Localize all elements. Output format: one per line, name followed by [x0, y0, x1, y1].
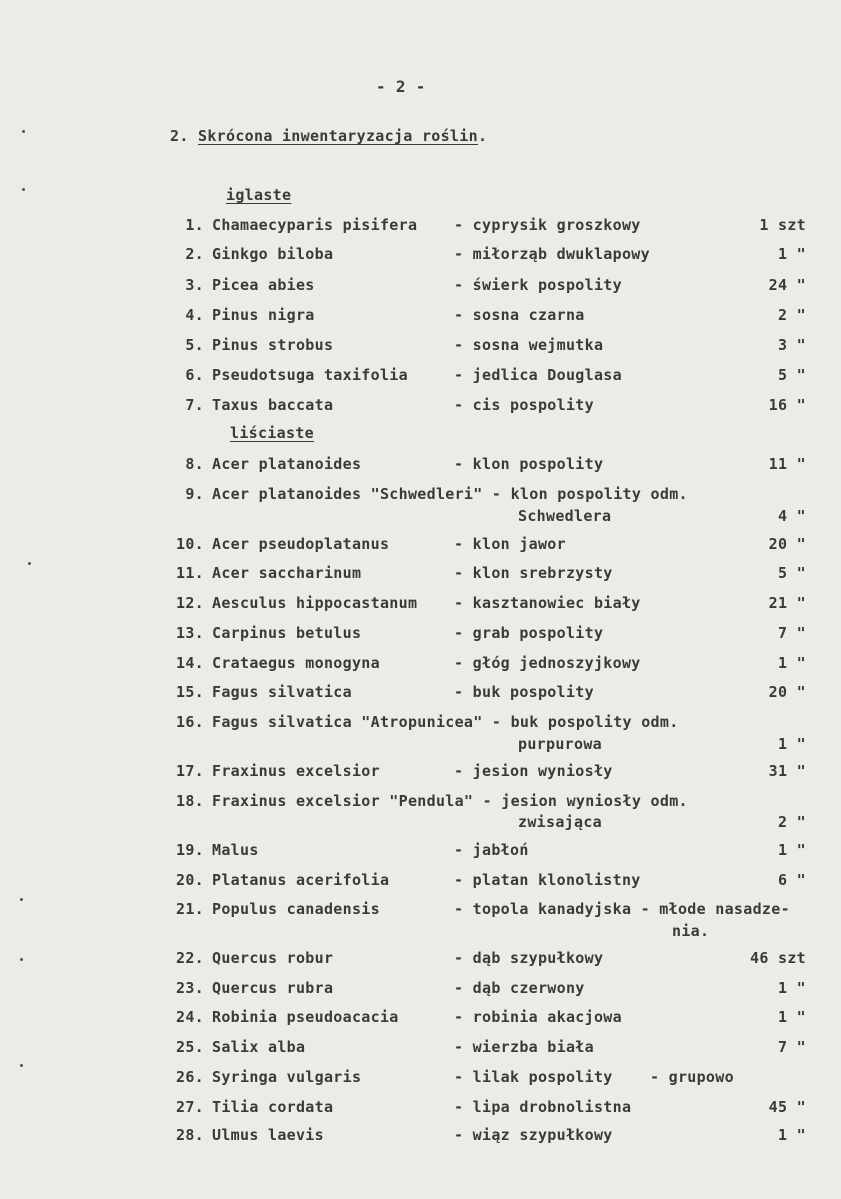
item-number: 11.: [176, 564, 204, 582]
section-title: 2. Skrócona inwentaryzacja roślin.: [170, 127, 488, 145]
quantity: 20 ": [768, 683, 806, 701]
latin-name: Pinus strobus: [212, 336, 334, 354]
quantity: 21 ": [768, 594, 806, 612]
item-number: 27.: [176, 1098, 204, 1116]
polish-name: - kasztanowiec biały: [454, 594, 641, 612]
latin-name: Fraxinus excelsior "Pendula" - jesion wyniosły odm.: [212, 792, 688, 810]
section-title-text: Skrócona inwentaryzacja roślin: [198, 127, 478, 145]
latin-name: Acer saccharinum: [212, 564, 362, 582]
item-number: 25.: [176, 1038, 204, 1056]
quantity: 7 ": [778, 1038, 806, 1056]
polish-name: - głóg jednoszyjkowy: [454, 654, 641, 672]
quantity: 20 ": [768, 535, 806, 553]
polish-name: Schwedlera: [518, 507, 612, 525]
item-number: 6.: [185, 366, 204, 384]
polish-name: - jabłoń: [454, 841, 529, 859]
item-number: 12.: [176, 594, 204, 612]
latin-name: Quercus robur: [212, 949, 334, 967]
item-number: 18.: [176, 792, 204, 810]
polish-name: - klon pospolity: [454, 455, 604, 473]
margin-mark: [28, 562, 31, 565]
latin-name: Salix alba: [212, 1038, 306, 1056]
quantity: 16 ": [768, 396, 806, 414]
polish-name: - robinia akacjowa: [454, 1008, 622, 1026]
polish-name: - wiąz szypułkowy: [454, 1126, 613, 1144]
latin-name: Tilia cordata: [212, 1098, 334, 1116]
group-heading-conifers: iglaste: [226, 186, 292, 204]
margin-mark: [22, 130, 25, 133]
latin-name: Ulmus laevis: [212, 1126, 324, 1144]
quantity: 1 szt: [759, 216, 806, 234]
quantity: 1 ": [778, 979, 806, 997]
latin-name: Acer platanoides "Schwedleri" - klon pospolity odm.: [212, 485, 688, 503]
latin-name: Crataegus monogyna: [212, 654, 380, 672]
polish-name: - platan klonolistny: [454, 871, 641, 889]
margin-mark: [22, 188, 25, 191]
latin-name: Carpinus betulus: [212, 624, 362, 642]
quantity: 46 szt: [750, 949, 806, 967]
polish-name: - lipa drobnolistna: [454, 1098, 632, 1116]
polish-name: - dąb szypułkowy: [454, 949, 604, 967]
latin-name: Populus canadensis: [212, 900, 380, 918]
polish-name: - miłorząb dwuklapowy: [454, 245, 650, 263]
item-number: 28.: [176, 1126, 204, 1144]
latin-name: Chamaecyparis pisifera: [212, 216, 418, 234]
latin-name: Fagus silvatica "Atropunicea" - buk pospolity odm.: [212, 713, 679, 731]
item-number: 24.: [176, 1008, 204, 1026]
polish-name: - wierzba biała: [454, 1038, 594, 1056]
item-number: 20.: [176, 871, 204, 889]
latin-name: Picea abies: [212, 276, 315, 294]
polish-name: - buk pospolity: [454, 683, 594, 701]
item-number: 26.: [176, 1068, 204, 1086]
latin-name: Fagus silvatica: [212, 683, 352, 701]
item-number: 2.: [185, 245, 204, 263]
latin-name: Quercus rubra: [212, 979, 334, 997]
polish-name-continued: nia.: [672, 922, 710, 940]
latin-name: Syringa vulgaris: [212, 1068, 362, 1086]
polish-name: zwisająca: [518, 813, 602, 831]
polish-name: - klon jawor: [454, 535, 566, 553]
item-number: 9.: [185, 485, 204, 503]
item-number: 14.: [176, 654, 204, 672]
latin-name: Pseudotsuga taxifolia: [212, 366, 408, 384]
quantity: 1 ": [778, 245, 806, 263]
polish-name: - klon srebrzysty: [454, 564, 613, 582]
polish-name: - sosna czarna: [454, 306, 585, 324]
quantity: 5 ": [778, 366, 806, 384]
page-number: - 2 -: [376, 77, 426, 96]
quantity: 5 ": [778, 564, 806, 582]
polish-name: - cis pospolity: [454, 396, 594, 414]
polish-name: - grab pospolity: [454, 624, 604, 642]
item-number: 7.: [185, 396, 204, 414]
latin-name: Robinia pseudoacacia: [212, 1008, 399, 1026]
quantity: 1 ": [778, 841, 806, 859]
margin-mark: [20, 898, 23, 901]
latin-name: Fraxinus excelsior: [212, 762, 380, 780]
item-number: 8.: [185, 455, 204, 473]
polish-name: - dąb czerwony: [454, 979, 585, 997]
item-number: 5.: [185, 336, 204, 354]
quantity: 1 ": [778, 735, 806, 753]
quantity: 2 ": [778, 813, 806, 831]
item-number: 22.: [176, 949, 204, 967]
latin-name: Aesculus hippocastanum: [212, 594, 418, 612]
quantity: 1 ": [778, 1008, 806, 1026]
item-number: 19.: [176, 841, 204, 859]
quantity: 3 ": [778, 336, 806, 354]
latin-name: Taxus baccata: [212, 396, 334, 414]
polish-name: - lilak pospolity - grupowo: [454, 1068, 734, 1086]
item-number: 16.: [176, 713, 204, 731]
quantity: 6 ": [778, 871, 806, 889]
polish-name: - topola kanadyjska - młode nasadze-: [454, 900, 790, 918]
polish-name: - cyprysik groszkowy: [454, 216, 641, 234]
latin-name: Malus: [212, 841, 259, 859]
polish-name: - jesion wyniosły: [454, 762, 613, 780]
polish-name: - jedlica Douglasa: [454, 366, 622, 384]
quantity: 11 ": [768, 455, 806, 473]
quantity: 2 ": [778, 306, 806, 324]
polish-name: purpurowa: [518, 735, 602, 753]
item-number: 1.: [185, 216, 204, 234]
quantity: 1 ": [778, 1126, 806, 1144]
item-number: 21.: [176, 900, 204, 918]
item-number: 15.: [176, 683, 204, 701]
quantity: 1 ": [778, 654, 806, 672]
quantity: 45 ": [768, 1098, 806, 1116]
latin-name: Ginkgo biloba: [212, 245, 334, 263]
quantity: 4 ": [778, 507, 806, 525]
quantity: 7 ": [778, 624, 806, 642]
item-number: 13.: [176, 624, 204, 642]
margin-mark: [20, 1064, 23, 1067]
item-number: 4.: [185, 306, 204, 324]
quantity: 31 ": [768, 762, 806, 780]
quantity: 24 ": [768, 276, 806, 294]
margin-mark: [20, 958, 23, 961]
latin-name: Platanus acerifolia: [212, 871, 390, 889]
item-number: 3.: [185, 276, 204, 294]
group-heading-deciduous: liściaste: [230, 424, 314, 442]
item-number: 17.: [176, 762, 204, 780]
item-number: 23.: [176, 979, 204, 997]
polish-name: - świerk pospolity: [454, 276, 622, 294]
item-number: 10.: [176, 535, 204, 553]
latin-name: Acer pseudoplatanus: [212, 535, 390, 553]
latin-name: Acer platanoides: [212, 455, 362, 473]
polish-name: - sosna wejmutka: [454, 336, 604, 354]
latin-name: Pinus nigra: [212, 306, 315, 324]
